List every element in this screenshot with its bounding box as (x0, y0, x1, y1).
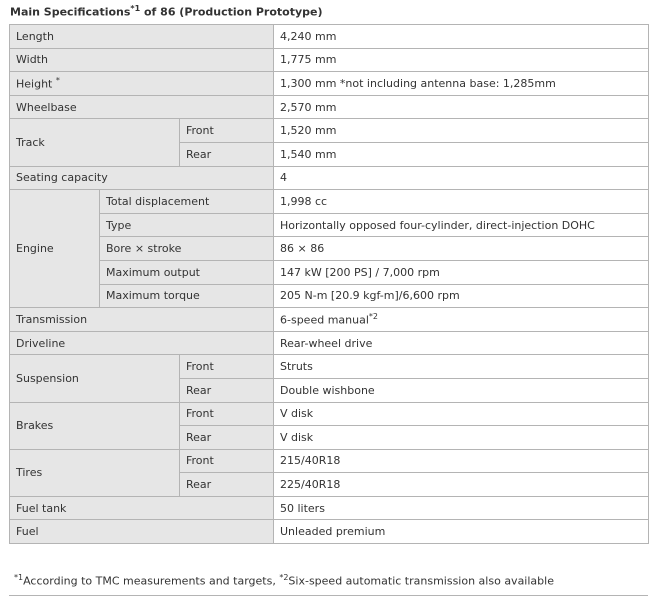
brakes-rear-label: Rear (180, 426, 274, 450)
brakes-rear-value: V disk (274, 426, 649, 450)
fuel-value: Unleaded premium (274, 520, 649, 544)
table-row (10, 355, 649, 379)
table-row (10, 95, 649, 119)
divider (9, 595, 648, 596)
engine-item-value: 86 × 86 (274, 237, 649, 261)
suspension-label: Suspension (10, 355, 180, 402)
brakes-front-label: Front (180, 402, 274, 426)
brakes-label: Brakes (10, 402, 180, 449)
engine-item-label: Maximum torque (100, 284, 274, 308)
wheelbase-label: Wheelbase (10, 95, 274, 119)
wheelbase-value: 2,570 mm (274, 95, 649, 119)
table-row (10, 166, 649, 190)
table-row (10, 449, 649, 473)
transmission-value: 6-speed manual$^{*2}$ (274, 308, 649, 332)
table-row (10, 119, 649, 143)
tires-front-label: Front (180, 449, 274, 473)
fuel-tank-label: Fuel tank (10, 496, 274, 520)
tires-label: Tires (10, 449, 180, 496)
table-row (10, 190, 649, 214)
tires-front-value: 215/40R18 (274, 449, 649, 473)
table-row (10, 72, 649, 96)
driveline-value: Rear-wheel drive (274, 331, 649, 355)
table-row (10, 308, 649, 332)
engine-item-label: Total displacement (100, 190, 274, 214)
engine-item-value: 147 kW [200 PS] / 7,000 rpm (274, 260, 649, 284)
table-row (10, 284, 649, 308)
seating-value: 4 (274, 166, 649, 190)
engine-item-value: 1,998 cc (274, 190, 649, 214)
engine-item-value: Horizontally opposed four-cylinder, direct-injection DOHC (274, 213, 649, 237)
engine-item-label: Maximum output (100, 260, 274, 284)
table-row (10, 331, 649, 355)
table-row (10, 213, 649, 237)
seating-label: Seating capacity (10, 166, 274, 190)
tires-rear-label: Rear (180, 473, 274, 497)
engine-item-label: Bore × stroke (100, 237, 274, 261)
specifications-table (9, 24, 649, 544)
suspension-rear-label: Rear (180, 378, 274, 402)
track-label: Track (10, 119, 180, 166)
table-row (10, 48, 649, 72)
height-value: 1,300 mm *not including antenna base: 1,285mm (274, 72, 649, 96)
table-row (10, 520, 649, 544)
page-title: Main Specifications$^{*1}$ of 86 (Production Prototype) (10, 4, 323, 19)
footnote: $^{*1}$According to TMC measurements and targets, $^{*2}$Six-speed automatic transmission also available (14, 573, 554, 588)
height-label: Height * (10, 72, 274, 96)
track-rear-value: 1,540 mm (274, 142, 649, 166)
table-row (10, 496, 649, 520)
suspension-front-label: Front (180, 355, 274, 379)
engine-label: Engine (10, 190, 100, 308)
suspension-front-value: Struts (274, 355, 649, 379)
width-label: Width (10, 48, 274, 72)
fuel-label: Fuel (10, 520, 274, 544)
track-front-value: 1,520 mm (274, 119, 649, 143)
table-row (10, 402, 649, 426)
transmission-label: Transmission (10, 308, 274, 332)
table-row (10, 25, 649, 49)
engine-item-label: Type (100, 213, 274, 237)
brakes-front-value: V disk (274, 402, 649, 426)
length-value: 4,240 mm (274, 25, 649, 49)
driveline-label: Driveline (10, 331, 274, 355)
tires-rear-value: 225/40R18 (274, 473, 649, 497)
table-row (10, 237, 649, 261)
fuel-tank-value: 50 liters (274, 496, 649, 520)
engine-item-value: 205 N-m [20.9 kgf-m]/6,600 rpm (274, 284, 649, 308)
track-rear-label: Rear (180, 142, 274, 166)
track-front-label: Front (180, 119, 274, 143)
width-value: 1,775 mm (274, 48, 649, 72)
length-label: Length (10, 25, 274, 49)
table-row (10, 260, 649, 284)
suspension-rear-value: Double wishbone (274, 378, 649, 402)
